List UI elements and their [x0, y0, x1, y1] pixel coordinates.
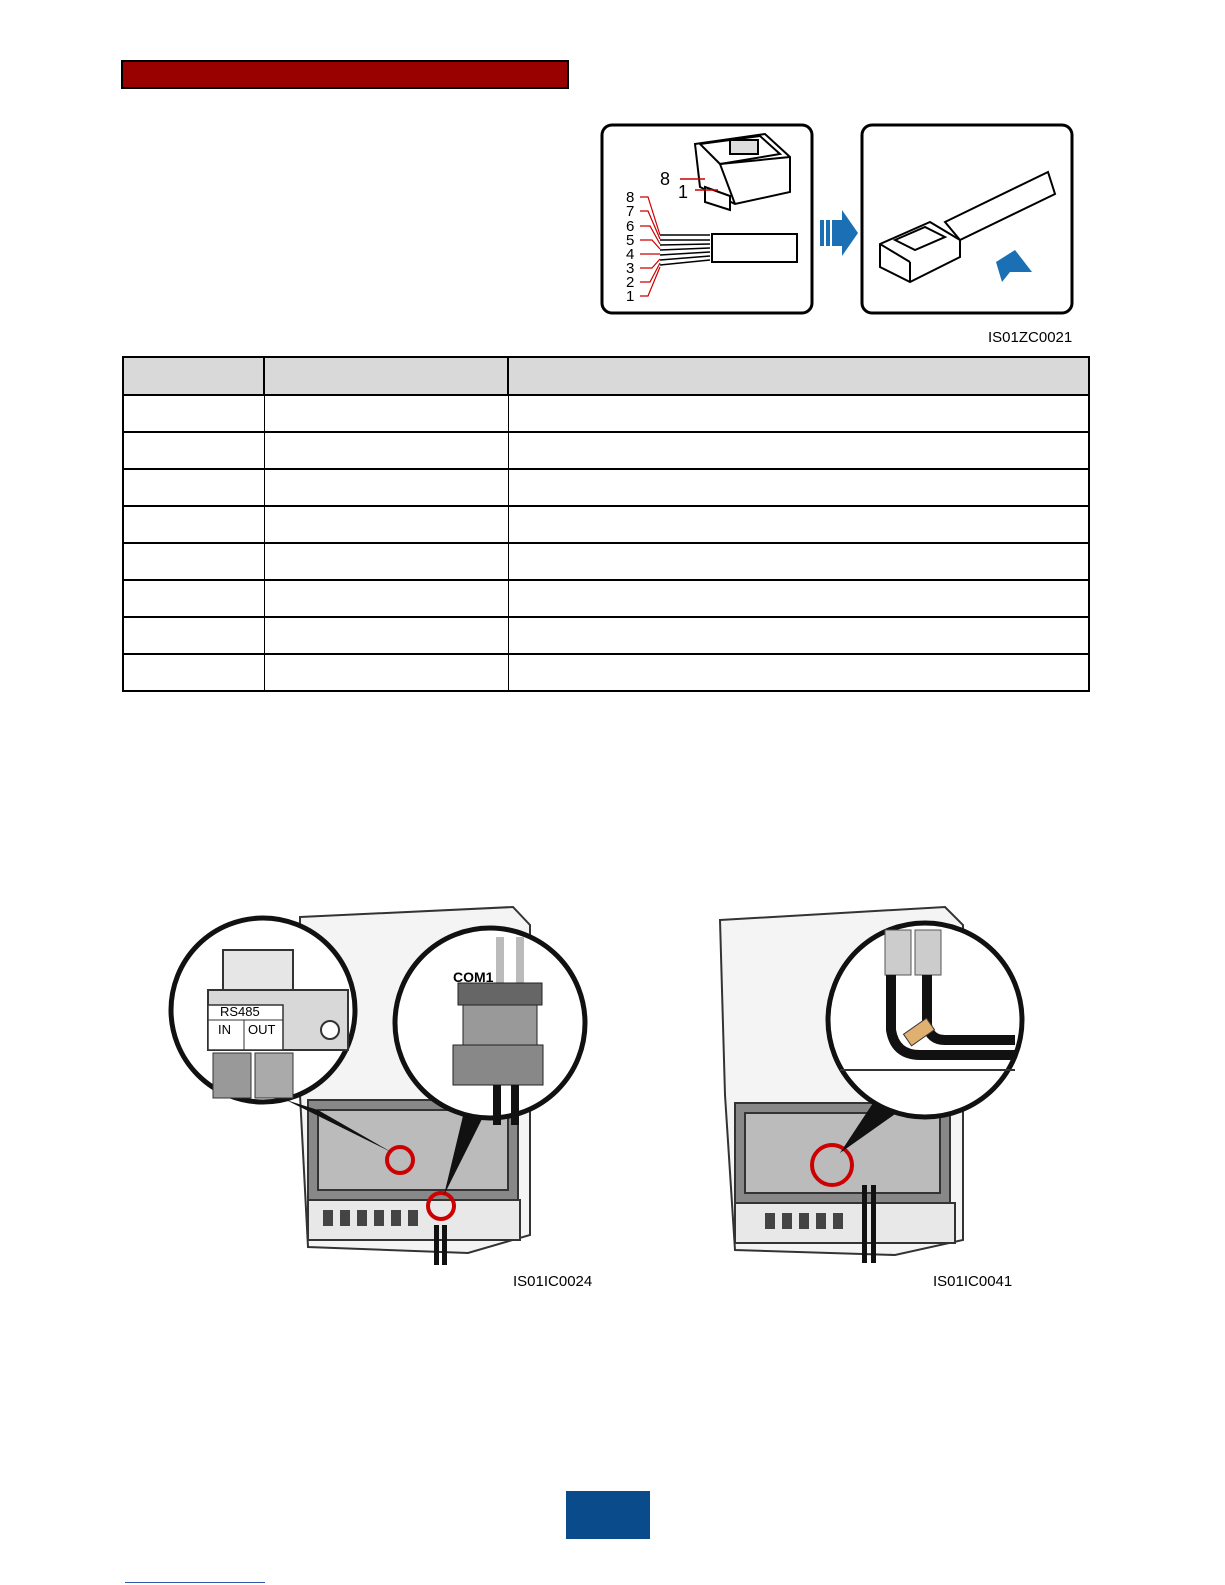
table-row	[123, 432, 1089, 469]
table-cell	[123, 506, 264, 543]
table-row	[123, 469, 1089, 506]
wire-label: 1	[626, 288, 635, 305]
table-cell	[123, 654, 264, 691]
table-row	[123, 395, 1089, 432]
table-row	[123, 543, 1089, 580]
table-header-row	[123, 357, 1089, 395]
table-row	[123, 654, 1089, 691]
table-row	[123, 580, 1089, 617]
table-cell	[264, 469, 508, 506]
wire-label: 5	[626, 232, 635, 249]
table-cell	[264, 506, 508, 543]
wire-label: 2	[626, 274, 635, 291]
install-figure-left	[168, 895, 608, 1295]
table-cell	[264, 654, 508, 691]
screw-icon	[321, 1021, 339, 1039]
figure-code: IS01ZC0021	[988, 329, 1073, 346]
rs485-magnifier	[171, 918, 355, 1102]
install-figure-right	[715, 895, 1035, 1295]
right-arrow-icon	[820, 210, 858, 256]
table-row	[123, 506, 1089, 543]
table-cell	[123, 617, 264, 654]
table-cell	[508, 432, 1089, 469]
table-cell	[508, 543, 1089, 580]
wire-label: 4	[626, 246, 635, 263]
table-header-cell	[123, 357, 264, 395]
table-row	[123, 617, 1089, 654]
table-cell	[508, 617, 1089, 654]
table-cell	[264, 580, 508, 617]
wire-label: 8	[626, 189, 635, 206]
wire-label: 7	[626, 203, 635, 220]
table-cell	[123, 543, 264, 580]
figure-code: IS01IC0041	[933, 1273, 1013, 1290]
plug-pin-1-label: 1	[678, 182, 689, 202]
rs485-port-label: RS485	[220, 1004, 260, 1019]
table-cell	[123, 395, 264, 432]
table-cell	[264, 617, 508, 654]
cable-jacket	[712, 234, 797, 262]
com1-label: COM1	[453, 969, 494, 985]
pin-assignment-table	[122, 356, 1090, 692]
table-cell	[264, 432, 508, 469]
table-cell	[508, 580, 1089, 617]
wire-label: 3	[626, 260, 635, 277]
rs485-out-label: OUT	[248, 1022, 276, 1037]
table-cell	[123, 580, 264, 617]
rj45-connector-figure	[600, 122, 1080, 346]
table-header-cell	[508, 357, 1089, 395]
table-cell	[508, 654, 1089, 691]
wire-label: 6	[626, 218, 635, 235]
wire-number-labels	[626, 189, 634, 305]
table-cell	[508, 506, 1089, 543]
page-number-box	[566, 1491, 650, 1539]
table-header-cell	[264, 357, 508, 395]
rs485-in-label: IN	[218, 1022, 231, 1037]
table-cell	[123, 469, 264, 506]
table-cell	[264, 395, 508, 432]
table-cell	[508, 469, 1089, 506]
section-heading-bar	[121, 60, 569, 89]
table-cell	[508, 395, 1089, 432]
table-cell	[264, 543, 508, 580]
footer-divider	[125, 1582, 265, 1583]
plug-pin-8-label: 8	[660, 169, 671, 189]
cable-tie-magnifier	[828, 923, 1022, 1117]
figure-code: IS01IC0024	[513, 1273, 593, 1290]
table-cell	[123, 432, 264, 469]
